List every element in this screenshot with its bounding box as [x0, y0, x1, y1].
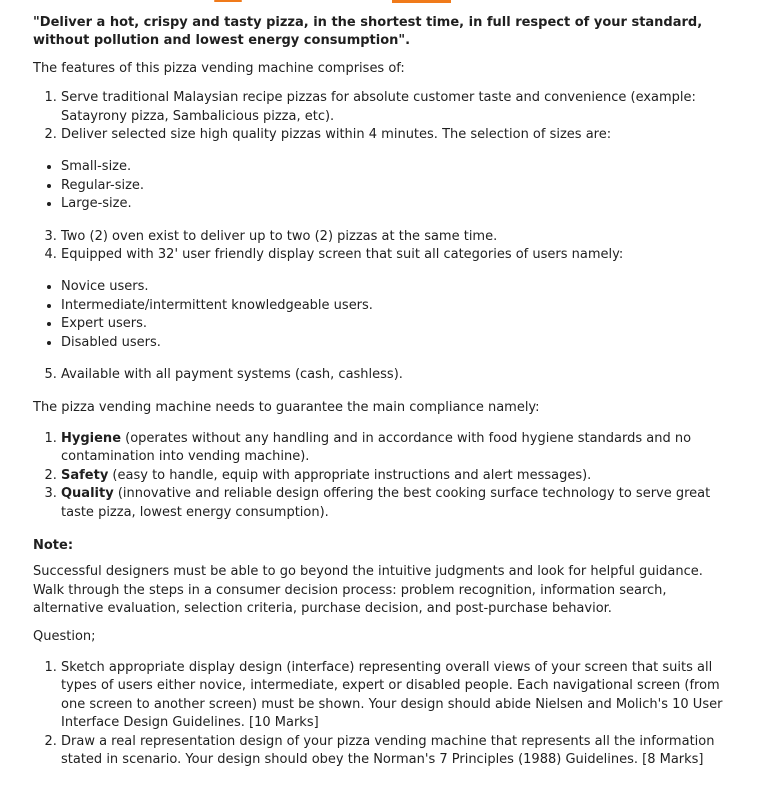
question-item: 1. Sketch appropriate display design (interface) representing overall views of your screen that suits all types of users either novice, intermediate, expert or disabled people. Each navigational screen (from one screen to another screen) must be shown. Your design should abide Nielsen and Molich's 10 User Interface Design Guidelines. [10 Marks] — [61, 659, 743, 733]
intro-quote: "Deliver a hot, crispy and tasty pizza, in the shortest time, in full respect of your standard, without pollution and lowest energy consumption". — [33, 15, 703, 49]
features-intro: The features of this pizza vending machine comprises of: — [33, 60, 405, 76]
user-types-list — [33, 278, 743, 352]
size-item: • Regular-size. — [61, 177, 743, 195]
note-body — [33, 563, 743, 618]
compliance-term: Quality — [61, 486, 114, 502]
size-item: • Small-size. — [61, 158, 743, 176]
feature-item: 2. Deliver selected size high quality pizzas within 4 minutes. The selection of sizes are: — [61, 126, 743, 144]
compliance-term: Hygiene — [61, 430, 122, 446]
feature-item: 3. Two (2) oven exist to deliver up to two (2) pizzas at the same time. — [61, 228, 743, 246]
compliance-term: Safety — [61, 467, 109, 483]
user-type-item: • Expert users. — [61, 315, 743, 333]
questions-list — [33, 659, 743, 769]
top-accent-bar — [0, 0, 783, 5]
note-heading: Note: — [33, 537, 74, 553]
features-list-a — [33, 89, 743, 144]
note-line: alternative evaluation, selection criteria, purchase decision, and post-purchase behavior. — [33, 601, 612, 617]
features-list-c — [33, 366, 743, 384]
question-document — [33, 14, 743, 769]
question-heading: Question; — [33, 628, 96, 644]
compliance-text: (innovative and reliable design offering the best cooking surface technology to serve great taste pizza, lowest energy consumption). — [61, 486, 711, 520]
user-type-item: • Disabled users. — [61, 334, 743, 352]
feature-item: 5. Available with all payment systems (cash, cashless). — [61, 366, 743, 384]
compliance-list — [33, 430, 743, 522]
accent-mark — [214, 0, 242, 2]
features-list-b — [33, 228, 743, 265]
note-line: Successful designers must be able to go beyond the intuitive judgments and look for helpful guidance. — [33, 564, 703, 580]
user-type-item: • Novice users. — [61, 278, 743, 296]
accent-tab — [392, 0, 451, 3]
compliance-text: (operates without any handling and in accordance with food hygiene standards and no contamination into vending machine). — [61, 430, 692, 465]
feature-item: 1. Serve traditional Malaysian recipe pizzas for absolute customer taste and convenience (example: Satayrony pizza, Sambalicious pizza, etc). — [61, 89, 743, 126]
compliance-text: (easy to handle, equip with appropriate instructions and alert messages). — [108, 467, 592, 483]
feature-item: 4. Equipped with 32' user friendly display screen that suit all categories of users namely: — [61, 246, 743, 264]
question-item: 2. Draw a real representation design of your pizza vending machine that represents all the information stated in scenario. Your design should obey the Norman's 7 Principles (1988) Guidelines. [8 Marks] — [61, 733, 743, 770]
sizes-list — [33, 158, 743, 213]
compliance-item — [61, 430, 743, 467]
compliance-item — [61, 485, 743, 522]
size-item: • Large-size. — [61, 195, 743, 213]
user-type-item: • Intermediate/intermittent knowledgeable users. — [61, 297, 743, 315]
compliance-intro: The pizza vending machine needs to guarantee the main compliance namely: — [33, 399, 540, 415]
compliance-item — [61, 467, 743, 485]
note-line: Walk through the steps in a consumer decision process: problem recognition, information search, — [33, 582, 667, 598]
